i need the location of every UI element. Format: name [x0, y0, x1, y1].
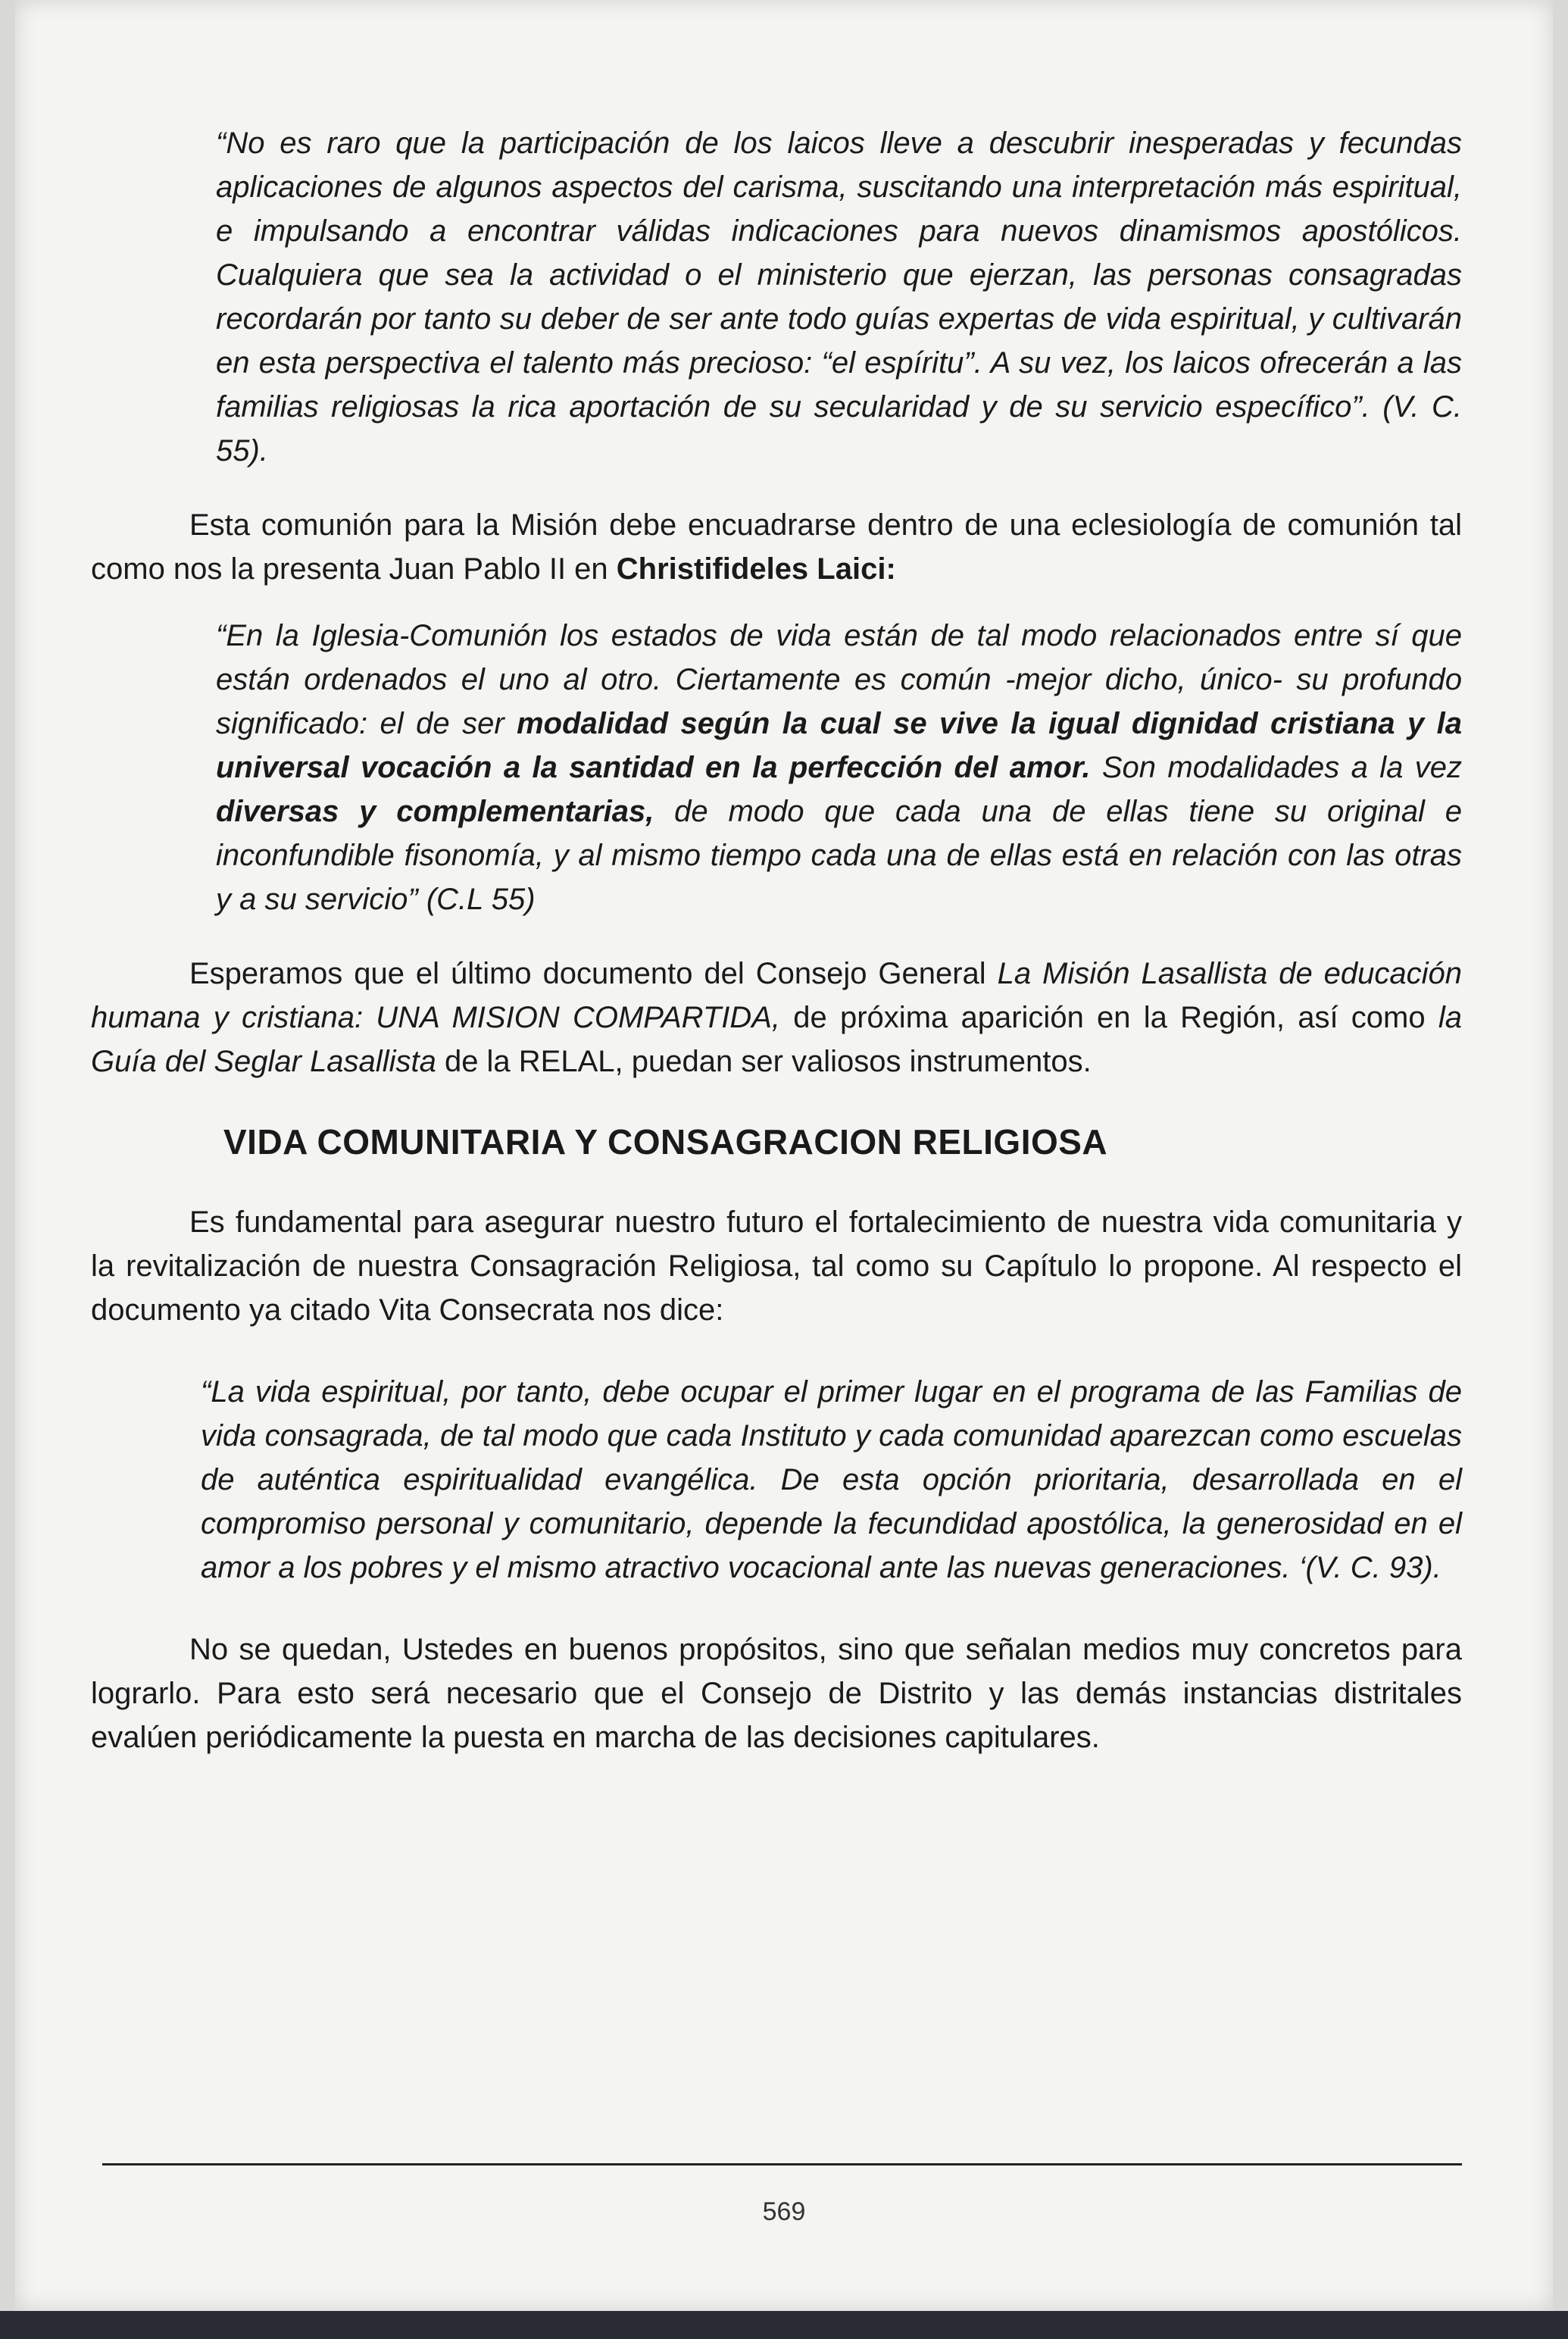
quote-christifideles-laici	[216, 614, 1462, 921]
quote-text: Son modalidades a la vez	[1090, 751, 1462, 784]
section-heading: VIDA COMUNITARIA Y CONSAGRACION RELIGIOSA	[223, 1122, 1108, 1162]
quote-text: “En la Iglesia-Comunión los estados de vida están de tal modo relacionados entre sí que están ordenados el uno al otro. Ciertamente es común -mejor dicho, único- su profundo significado: el de ser	[216, 619, 1462, 740]
book-page	[15, 0, 1553, 2311]
quote-bold-text: diversas y complementarias,	[216, 795, 654, 828]
quote-text: de modo que cada una de ellas tiene su original e inconfundible fisonomía, y al mismo tiempo cada una de ellas está en relación con las otras y a su servicio” (C.L 55)	[216, 795, 1463, 916]
background-strip	[0, 2311, 1568, 2339]
paragraph-text: de próxima aparición en la Región, así como	[780, 1001, 1438, 1034]
paragraph-eclesiologia	[91, 503, 1462, 591]
footer-rule	[102, 2163, 1462, 2165]
paragraph-documento-consejo	[91, 952, 1462, 1084]
page-number: 569	[762, 2197, 806, 2226]
quote-vita-consecrata-55: “No es raro que la participación de los laicos lleve a descubrir inesperadas y fecundas aplicaciones de algunos aspectos del carisma, suscitando una interpretación más espiritual, e impulsando a encontrar válidas indicaciones para nuevos dinamismos apostólicos. Cualquiera que sea la actividad o el ministerio que ejerzan, las personas consagradas recordarán por tanto su deber de ser ante todo guías expertas de vida espiritual, y cultivarán en esta perspectiva el talento más precioso: “el espíritu”. A su vez, los laicos ofrecerán a las familias religiosas la rica aportación de su secularidad y de su servicio específico”. (V. C. 55).	[216, 127, 1462, 467]
quote-bold-text: modalidad según la cual se vive la igual dignidad cristiana y la universal vocación a la santidad en la perfección del amor.	[216, 707, 1463, 784]
paragraph-text: Esperamos que el último documento del Consejo General	[189, 957, 998, 990]
paragraph-text: Esta comunión para la Misión debe encuadrarse dentro de una eclesiología de comunión tal como nos la presenta Juan Pablo II en	[91, 508, 1462, 586]
paragraph-vida-comunitaria: Es fundamental para asegurar nuestro futuro el fortalecimiento de nuestra vida comunitaria y la revitalización de nuestra Consagración Religiosa, tal como su Capítulo lo propone. Al respecto el documento ya citado Vita Consecrata nos dice:	[91, 1205, 1462, 1327]
page-content	[91, 121, 1462, 1759]
paragraph-text: de la RELAL, puedan ser valiosos instrumentos.	[436, 1045, 1092, 1078]
paragraph-medios-concretos: No se quedan, Ustedes en buenos propósitos, sino que señalan medios muy concretos para lograrlo. Para esto será necesario que el Consejo de Distrito y las demás instancias distritales evalúen periódicamente la puesta en marcha de las decisiones capitulares.	[91, 1633, 1462, 1754]
paragraph-italic-title: la Guía del Seglar Lasallista	[91, 1001, 1462, 1078]
paragraph-bold-title: Christifideles Laici:	[616, 552, 896, 586]
paragraph-italic-title: La Misión Lasallista de educación humana y cristiana: UNA MISION COMPARTIDA,	[91, 957, 1462, 1034]
quote-vita-consecrata-93: “La vida espiritual, por tanto, debe ocupar el primer lugar en el programa de las Familias de vida consagrada, de tal modo que cada Instituto y cada comunidad aparezcan como escuelas de auténtica espiritualidad evangélica. De esta opción prioritaria, desarrollada en el compromiso personal y comunitario, depende la fecundidad apostólica, la generosidad en el amor a los pobres y el mismo atractivo vocacional ante las nuevas generaciones. ‘(V. C. 93).	[201, 1375, 1462, 1584]
